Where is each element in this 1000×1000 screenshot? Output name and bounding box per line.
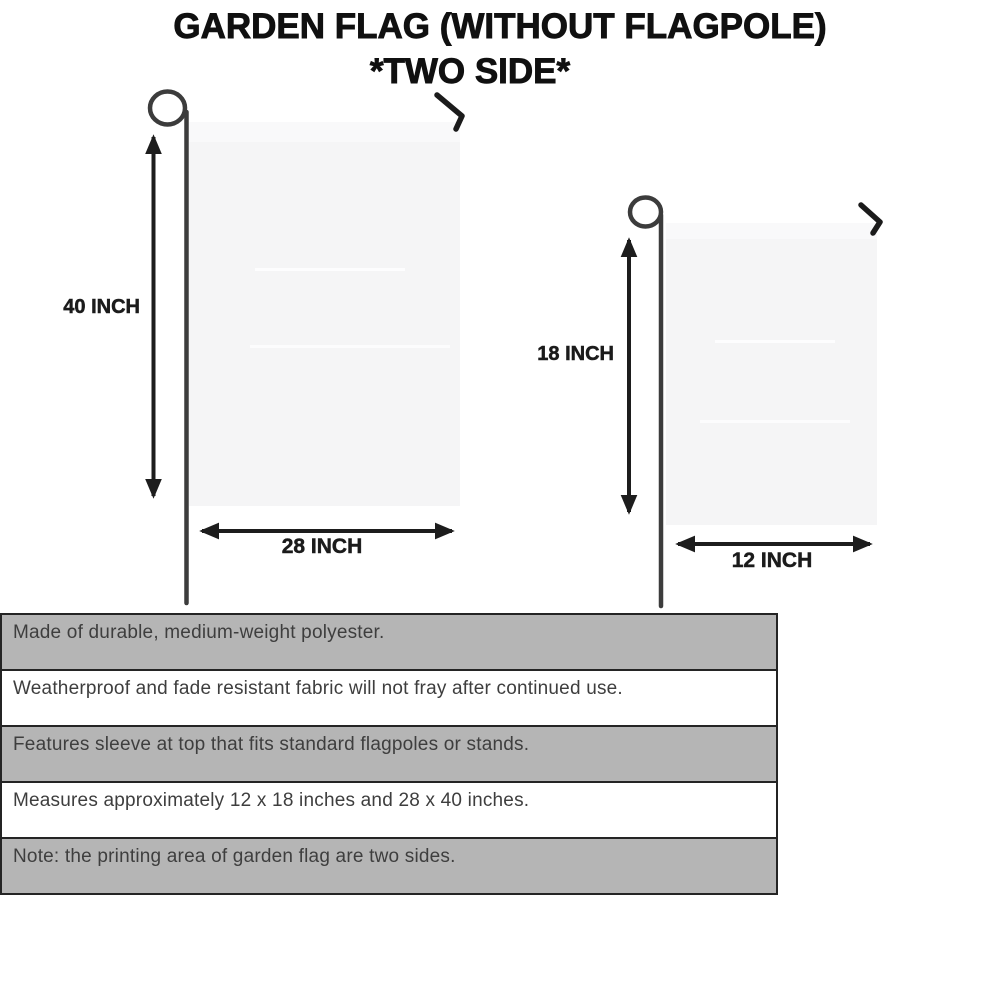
large-flag-canvas bbox=[189, 122, 460, 506]
feature-row-measurements: Measures approximately 12 x 18 inches and 28 x 40 inches. bbox=[0, 781, 778, 839]
large-pole-loop-icon bbox=[150, 92, 185, 125]
flag-sheen bbox=[250, 345, 450, 348]
small-flag-sleeve bbox=[666, 223, 877, 239]
small-flag-group bbox=[629, 198, 880, 607]
small-flag-height-label: 18 INCH bbox=[537, 343, 614, 365]
small-flag-width-label: 12 INCH bbox=[731, 549, 813, 572]
flag-sheen bbox=[700, 420, 850, 423]
large-flag-sleeve bbox=[189, 122, 460, 142]
small-flag-canvas bbox=[666, 223, 877, 525]
large-flag-height-label: 40 INCH bbox=[63, 296, 140, 318]
large-flag-group bbox=[150, 92, 462, 604]
title-line1: GARDEN FLAG (WITHOUT FLAGPOLE) bbox=[173, 7, 827, 46]
feature-row-material: Made of durable, medium-weight polyester. bbox=[0, 613, 778, 671]
features-table bbox=[0, 613, 778, 895]
feature-row-note: Note: the printing area of garden flag are two sides. bbox=[0, 837, 778, 895]
feature-row-sleeve: Features sleeve at top that fits standard flagpoles or stands. bbox=[0, 725, 778, 783]
large-flag-width-label: 28 INCH bbox=[281, 535, 363, 558]
flag-sheen bbox=[715, 340, 835, 343]
title-line2: *TWO SIDE* bbox=[369, 52, 571, 91]
feature-row-weatherproof: Weatherproof and fade resistant fabric will not fray after continued use. bbox=[0, 669, 778, 727]
small-pole-loop-icon bbox=[630, 198, 661, 227]
flag-sheen bbox=[255, 268, 405, 271]
